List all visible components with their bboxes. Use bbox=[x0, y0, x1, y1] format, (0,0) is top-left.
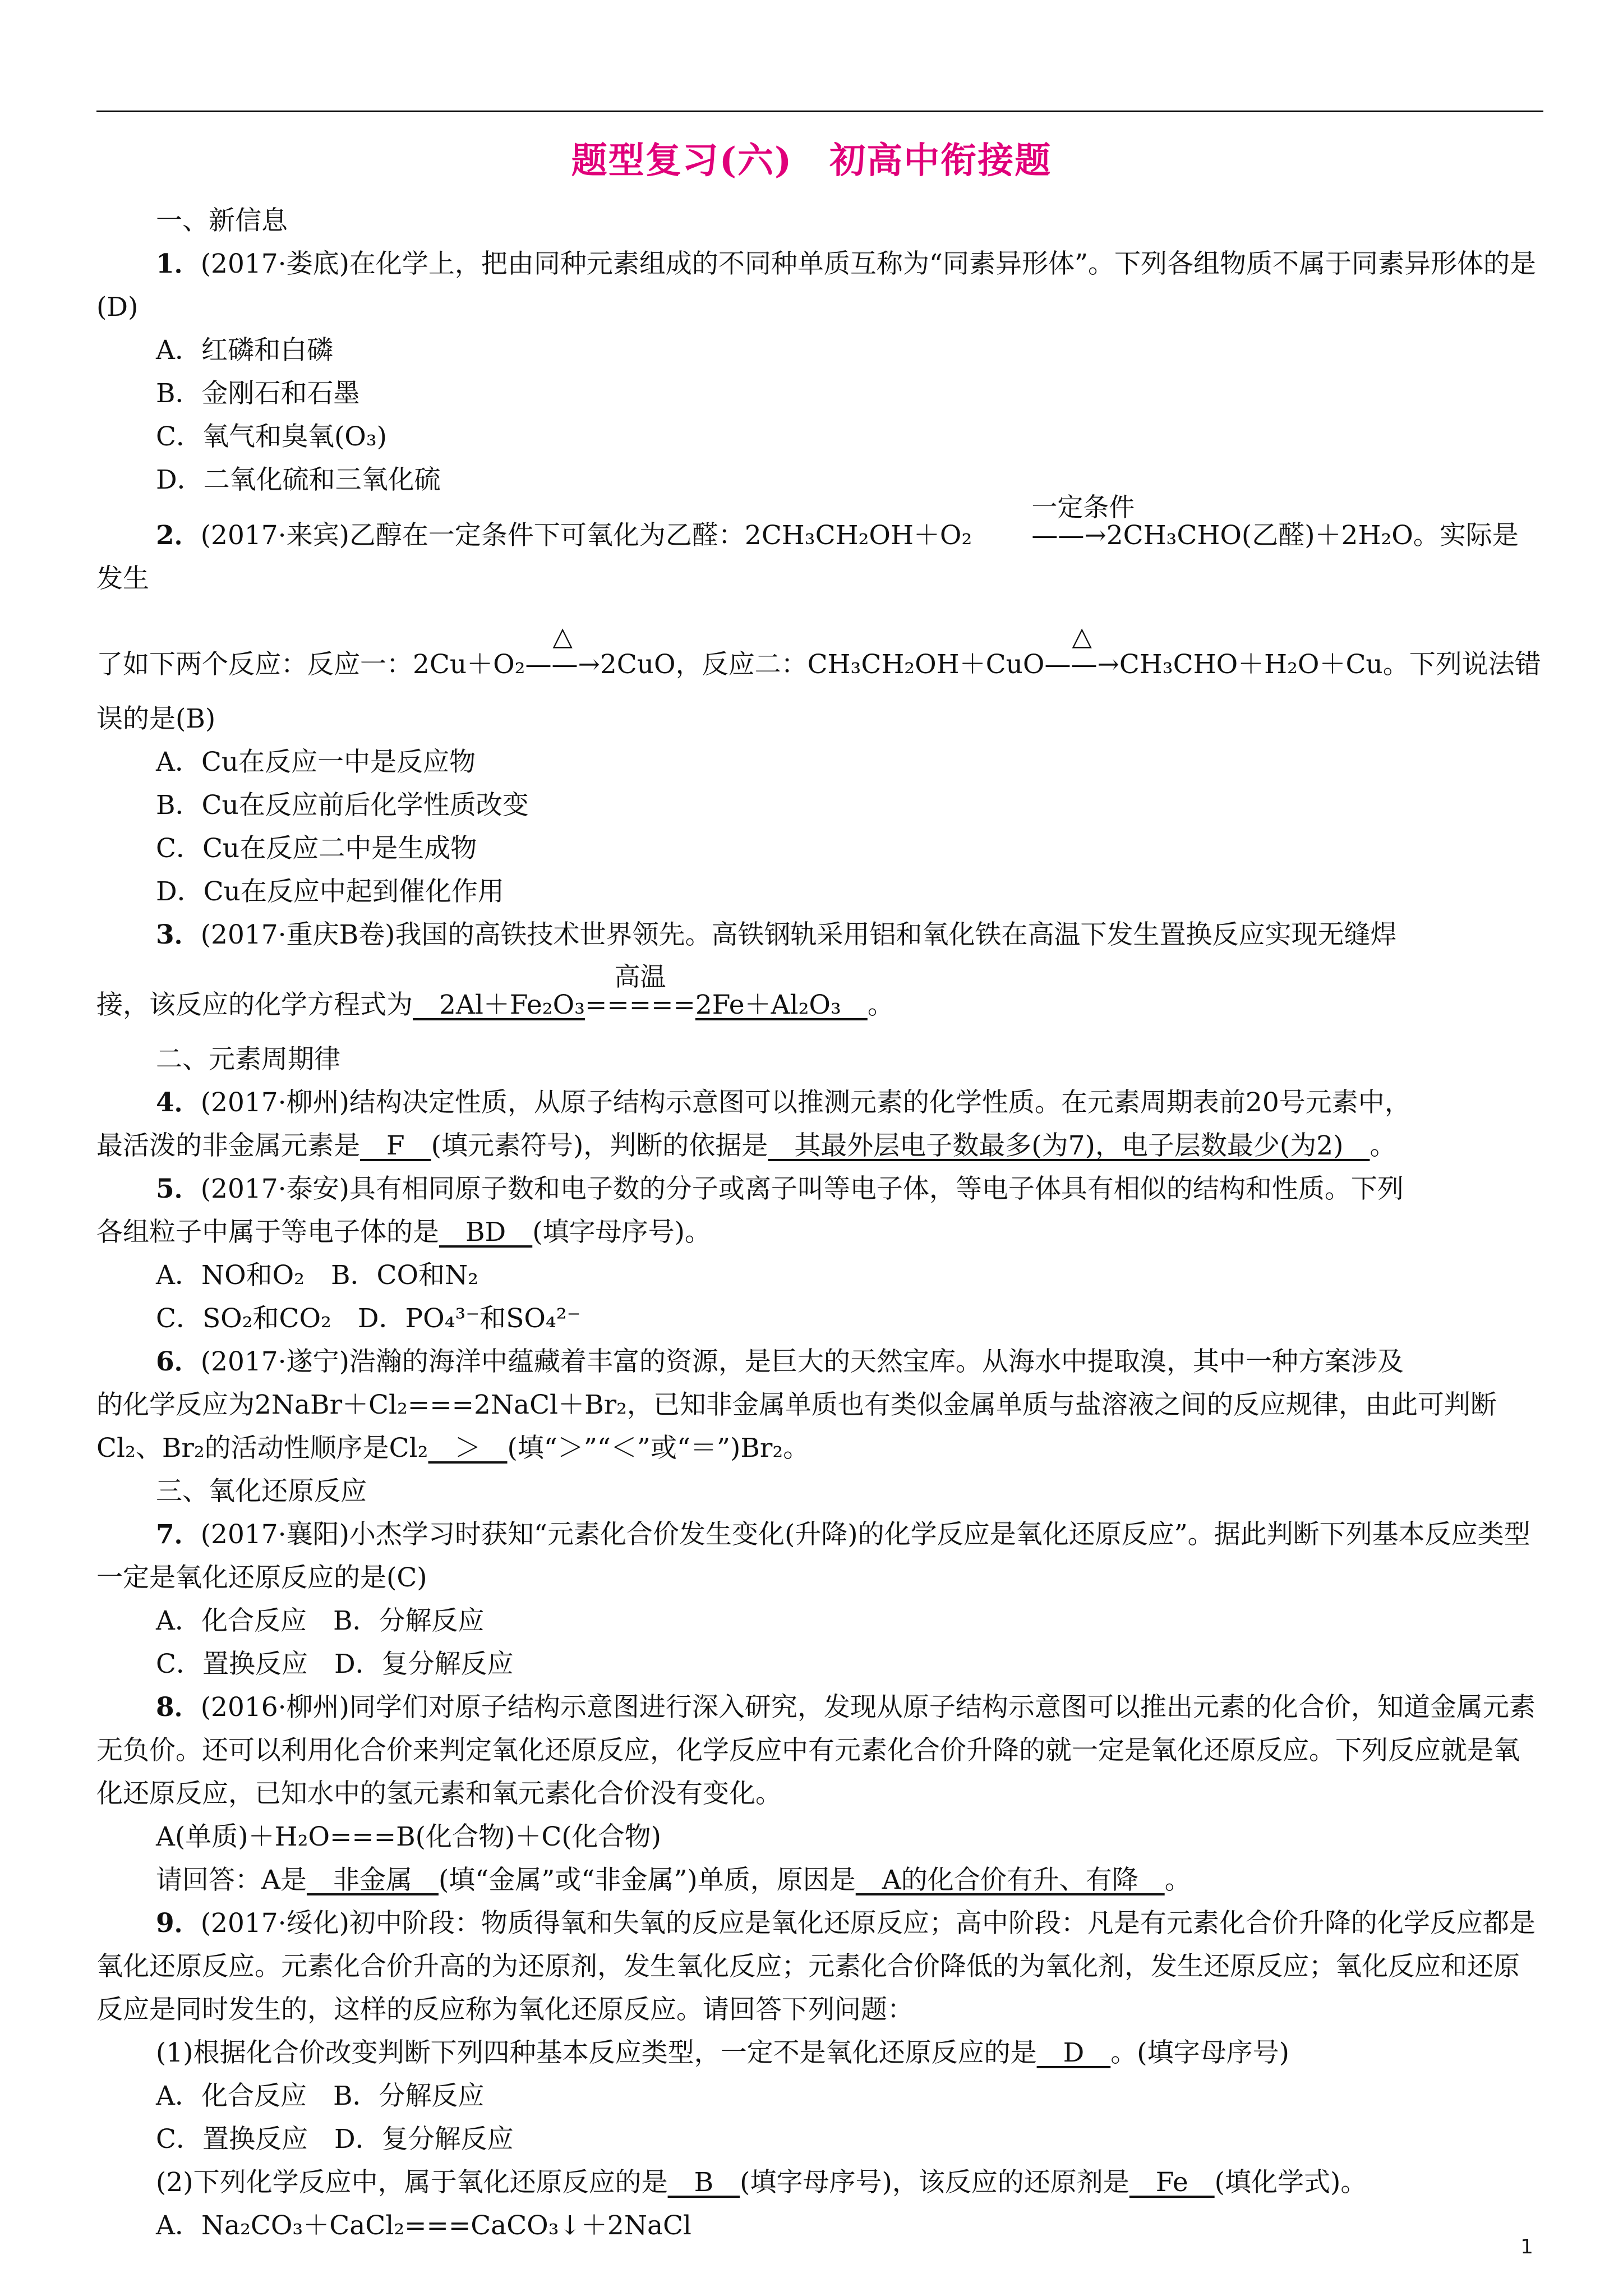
option: C．Cu在反应二中是生成物 bbox=[156, 833, 477, 864]
question-number: 5． bbox=[156, 1174, 201, 1204]
question-text: 2CH₃CHO(乙醛)＋2H₂O。实际是发生 bbox=[96, 520, 1519, 594]
question-text: 接，该反应的化学方程式为 bbox=[96, 990, 413, 1020]
question-9-part-1 bbox=[96, 2031, 1544, 2074]
answer-blank: D bbox=[1036, 2037, 1111, 2068]
question-text: (填“金属”或“非金属”)单质，原因是 bbox=[438, 1865, 856, 1895]
option: D．二氧化硫和三氧化硫 bbox=[156, 464, 441, 495]
question-3-line-2 bbox=[96, 961, 1544, 1027]
page-number: 1 bbox=[1520, 2235, 1533, 2258]
arrow-glyph: ——→ bbox=[1044, 649, 1119, 680]
question-number: 1． bbox=[156, 249, 201, 279]
option: C．置换反应 D．复分解反应 bbox=[156, 2124, 514, 2155]
question-6-line-2: 的化学反应为2NaBr＋Cl₂===2NaCl＋Br₂，已知非金属单质也有类似金属单质与盐溶液之间的反应规律，由此可判断 bbox=[96, 1389, 1497, 1420]
question-3 bbox=[96, 913, 1544, 956]
question-text: (1)根据化合价改变判断下列四种基本反应类型，一定不是氧化还原反应的是 bbox=[156, 2037, 1037, 2068]
option: A．化合反应 B．分解反应 bbox=[156, 1605, 485, 1636]
option: A．化合反应 B．分解反应 bbox=[156, 2081, 485, 2111]
option: B．金刚石和石墨 bbox=[156, 378, 360, 409]
question-text: (2016·柳州)同学们对原子结构示意图进行深入研究，发现从原子结构示意图可以推出元素的化合价，知道金属元素无负价。还可以利用化合价来判定氧化还原反应，化学反应中有元素化合价升降的就一定是氧化还原反应。下列反应就是氧化还原反应，已知水中的氢元素和氧元素化合价没有变化。 bbox=[96, 1692, 1536, 1809]
arrow-glyph: ——→ bbox=[1031, 520, 1106, 551]
question-number: 3． bbox=[156, 919, 201, 950]
question-text: (填字母序号)。 bbox=[532, 1217, 711, 1248]
question-text: 2CuO，反应二：CH₃CH₂OH＋CuO bbox=[600, 649, 1045, 680]
question-9 bbox=[96, 1902, 1544, 2031]
answer-blank: BD bbox=[439, 1217, 533, 1248]
question-number: 2． bbox=[156, 520, 201, 551]
question-text: 。 bbox=[867, 990, 894, 1020]
reaction-arrow bbox=[525, 621, 600, 686]
question-text: 。 bbox=[1370, 1130, 1396, 1161]
option: C．SO₂和CO₂ D．PO₄³⁻和SO₄²⁻ bbox=[156, 1303, 581, 1334]
question-number: 8． bbox=[156, 1692, 201, 1723]
question-text: 。(填字母序号) bbox=[1110, 2037, 1289, 2068]
question-2 bbox=[96, 492, 1544, 600]
question-text: (2017·来宾)乙醇在一定条件下可氧化为乙醛：2CH₃CH₂OH＋O₂ bbox=[200, 520, 972, 551]
question-7 bbox=[96, 1513, 1544, 1599]
option: C．置换反应 D．复分解反应 bbox=[156, 1649, 514, 1680]
question-8 bbox=[96, 1686, 1544, 1815]
option: B．Cu在反应前后化学性质改变 bbox=[156, 790, 529, 821]
question-2-line-3: 误的是(B) bbox=[96, 703, 216, 734]
question-text: Cl₂、Br₂的活动性顺序是Cl₂ bbox=[96, 1433, 428, 1464]
question-text: CH₃CHO＋H₂O＋Cu。下列说法错 bbox=[1119, 649, 1541, 680]
option: A．Cu在反应一中是反应物 bbox=[156, 747, 476, 777]
question-text: 各组粒子中属于等电子体的是 bbox=[96, 1217, 439, 1248]
question-5 bbox=[96, 1167, 1544, 1211]
question-text: (2017·泰安)具有相同原子数和电子数的分子或离子叫等电子体，等电子体具有相似的结构和性质。下列 bbox=[200, 1174, 1404, 1204]
question-text: (2017·重庆B卷)我国的高铁技术世界领先。高铁钢轨采用铝和氧化铁在高温下发生置换反应实现无缝焊 bbox=[200, 919, 1397, 950]
option: D．Cu在反应中起到催化作用 bbox=[156, 876, 504, 907]
question-text: 最活泼的非金属元素是 bbox=[96, 1130, 360, 1161]
question-text: (填字母序号)，该反应的还原剂是 bbox=[740, 2167, 1129, 2198]
question-6 bbox=[96, 1340, 1544, 1383]
section-heading-3: 三、氧化还原反应 bbox=[156, 1476, 367, 1507]
question-2-line-2 bbox=[96, 621, 1544, 686]
question-text: 。 bbox=[1164, 1865, 1191, 1895]
answer-blank: 其最外层电子数最多(为7)，电子层数最少(为2) bbox=[768, 1130, 1370, 1161]
question-number: 6． bbox=[156, 1346, 201, 1377]
question-9-part-2 bbox=[96, 2161, 1544, 2204]
option: C．氧气和臭氧(O₃) bbox=[156, 421, 388, 452]
question-text: (2017·柳州)结构决定性质，从原子结构示意图可以推测元素的化学性质。在元素周期表前20号元素中， bbox=[200, 1087, 1411, 1118]
question-8-answer-line bbox=[96, 1858, 1544, 1902]
question-4-line-2 bbox=[96, 1124, 1544, 1167]
answer-blank: F bbox=[360, 1130, 431, 1161]
reaction-arrow bbox=[972, 492, 1135, 557]
question-text: (填“＞”“＜”或“＝”)Br₂。 bbox=[507, 1433, 810, 1464]
question-text: (2017·遂宁)浩瀚的海洋中蕴藏着丰富的资源，是巨大的天然宝库。从海水中提取溴，其中一种方案涉及 bbox=[200, 1346, 1404, 1377]
option: A．NO和O₂ B．CO和N₂ bbox=[156, 1260, 478, 1291]
answer-blank: B bbox=[667, 2167, 740, 2198]
question-6-line-3 bbox=[96, 1427, 1544, 1470]
header-rule bbox=[96, 111, 1543, 112]
question-text: (填元素符号)，判断的依据是 bbox=[431, 1130, 768, 1161]
answer-blank: A的化合价有升、有降 bbox=[855, 1865, 1165, 1895]
question-text: 了如下两个反应：反应一：2Cu＋O₂ bbox=[96, 649, 525, 680]
section-heading-2: 二、元素周期律 bbox=[156, 1044, 340, 1075]
answer-blank: Fe bbox=[1129, 2167, 1215, 2198]
question-text: (2017·襄阳)小杰学习时获知“元素化合价发生变化(升降)的化学反应是氧化还原反应”。据此判断下列基本反应类型一定是氧化还原反应的是(C) bbox=[96, 1519, 1530, 1593]
arrow-glyph: ===== bbox=[584, 990, 695, 1020]
answer-blank: 2Al＋Fe₂O₃ bbox=[413, 990, 585, 1020]
reaction-arrow bbox=[1044, 621, 1119, 686]
question-text: 请回答：A是 bbox=[156, 1865, 307, 1895]
question-text: (填化学式)。 bbox=[1214, 2167, 1367, 2198]
answer-blank: 2Fe＋Al₂O₃ bbox=[695, 990, 868, 1020]
question-text: (2017·娄底)在化学上，把由同种元素组成的不同种单质互称为“同素异形体”。下列各组物质不属于同素异形体的是(D) bbox=[96, 249, 1536, 323]
question-number: 9． bbox=[156, 1908, 201, 1939]
question-text: (2017·绥化)初中阶段：物质得氧和失氧的反应是氧化还原反应；高中阶段：凡是有元素化合价升降的化学反应都是氧化还原反应。元素化合价升高的为还原剂，发生氧化反应；元素化合价降低的为氧化剂，发生还原反应；氧化反应和还原反应是同时发生的，这样的反应称为氧化还原反应。请回答下列问题： bbox=[96, 1908, 1536, 2025]
question-4 bbox=[96, 1081, 1544, 1124]
reaction-condition: △ bbox=[1072, 621, 1092, 651]
question-5-line-2 bbox=[96, 1211, 1544, 1254]
reaction-arrow bbox=[584, 961, 695, 1027]
chemical-equation: A(单质)＋H₂O===B(化合物)＋C(化合物) bbox=[156, 1821, 661, 1852]
question-1 bbox=[96, 242, 1544, 329]
reaction-condition: 一定条件 bbox=[1031, 492, 1135, 522]
question-text: (2)下列化学反应中，属于氧化还原反应的是 bbox=[156, 2167, 668, 2198]
section-heading-1: 一、新信息 bbox=[156, 205, 288, 236]
option: A．红磷和白磷 bbox=[156, 335, 333, 366]
answer-blank: ＞ bbox=[428, 1433, 508, 1464]
document-body bbox=[96, 199, 1544, 2247]
reaction-condition: 高温 bbox=[614, 961, 666, 992]
arrow-glyph: ——→ bbox=[525, 649, 600, 680]
answer-blank: 非金属 bbox=[306, 1865, 439, 1895]
option: A．Na₂CO₃＋CaCl₂===CaCO₃↓＋2NaCl bbox=[156, 2210, 691, 2241]
reaction-condition: △ bbox=[552, 621, 573, 651]
question-number: 7． bbox=[156, 1519, 201, 1550]
question-number: 4． bbox=[156, 1087, 201, 1118]
page-title: 题型复习(六) 初高中衔接题 bbox=[571, 140, 1052, 182]
